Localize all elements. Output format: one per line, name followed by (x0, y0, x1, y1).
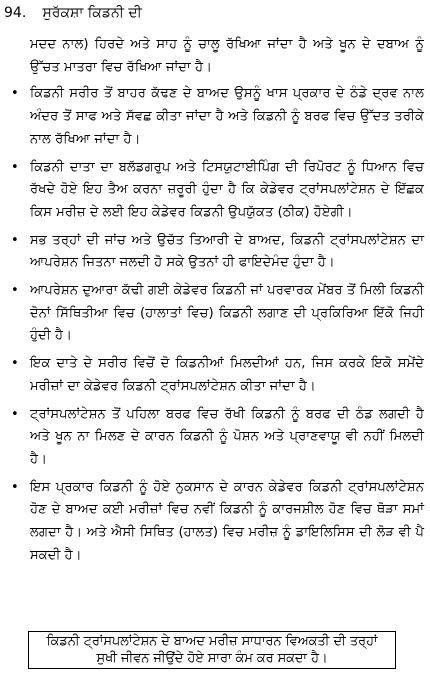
running-title: ਸੁਰੱਕਸ਼ਾ ਕਿਡਨੀ ਦੀ (42, 5, 142, 21)
list-item (8, 280, 424, 348)
list-item (8, 230, 424, 275)
list-item (8, 157, 424, 225)
list-item-text: ਕਿਡਨੀ ਦਾਤਾ ਦਾ ਬਲੱਡਗਰੁਪ ਅਤੇ ਟਿਸਯੁਟਾਈਪਿੰਗ ਦੀ ਰਿਪੋਰਟ ਨੂੰ ਧਿਆਨ ਵਿਚ ਰੱਖਦੇ ਹੋਏ ਇਹ ਤੈਅ ਕਰਨਾ ਜ਼ਰੂਰੀ ਹੁੰਦਾ ਹੈ ਕਿ ਕੇਡੇਵਰ ਟ੍ਰਾਂਸਪਲਾਂਟੇਸ਼ਨ ਦੇ ਇੱਛਕ ਕਿਸ ਮਰੀਜ਼ ਦੇ ਲਈ ਇਹ ਕੇਡੇਵਰ ਕਿਡਨੀ ਉਪਯੁੱਕਤ (ਠੀਕ) ਹੋਏਗੀ। (30, 159, 424, 220)
list-item (8, 353, 424, 398)
bullet-icon: • (11, 283, 19, 299)
list-item-text: ਆਪਰੇਸ਼ਨ ਦੁਆਰਾ ਕੱਢੀ ਗਈ ਕੇਡੇਵਰ ਕਿਡਨੀ ਜਾਂ ਪਰਵਾਰਕ ਮੇਂਬਰ ਤੋਂ ਮਿਲੀ ਕਿਡਨੀ ਦੋਨਾਂ ਸਿੱਥਿਤੀਆ ਵਿਚ (ਹਾਲਾਤਾਂ ਵਿਚ) ਕਿਡਨੀ ਲਗਾਣ ਦੀ ਪ੍ਰਕਿਰਿਆ ਇੱਕੋ ਜਿਹੀ ਹੁੰਦੀ ਹੈ। (30, 283, 424, 344)
list-item-text: ਕਿਡਨੀ ਸਰੀਰ ਤੋਂ ਬਾਹਰ ਕੱਢਣ ਦੇ ਬਾਅਦ ਉਸਨੂੰ ਖਾਸ ਪ੍ਰਕਾਰ ਦੇ ਠੰਡੇ ਦ੍ਰਵ ਨਾਲ ਅੰਦਰ ਤੋਂ ਸਾਫ ਅਤੇ ਸੱਵਛ ਕੀਤਾ ਜਾਂਦਾ ਹੈ ਅਤੇ ਕਿਡਨੀ ਨੂੰ ਬਰਫ ਵਿਚ ਉੱਦਤ ਤਰੀਕੇ ਨਾਲ ਰੱਖਿਆ ਜਾਂਦਾ ਹੈ। (30, 86, 424, 147)
page-number: 94. (4, 5, 27, 21)
bullet-icon: • (11, 159, 19, 175)
bullet-icon: • (11, 232, 19, 248)
bullet-list (8, 83, 424, 567)
list-item (8, 404, 424, 472)
bullet-icon: • (11, 479, 19, 495)
list-item-text: ਸਭ ਤਰ੍ਹਾਂ ਦੀ ਜਾਂਚ ਅਤੇ ਉਚੱਤ ਤਿਆਰੀ ਦੇ ਬਾਅਦ, ਕਿਡਨੀ ਟ੍ਰਾਂਸਪਲਾਂਟੇਸ਼ਨ ਦਾ ਆਪਰੇਸ਼ਨ ਜਿਤਨਾ ਜਲਦੀ ਹੋ ਸਕੇ ਉਤਨਾਂ ਹੀ ਫਾਇਦੇਮੰਦ ਹੁੰਦਾ ਹੈ। (30, 232, 424, 271)
list-item (8, 477, 424, 568)
continued-paragraph: ਮਦਦ ਨਾਲ) ਹਿਰਦੇ ਅਤੇ ਸਾਹ ਨੂੰ ਚਾਲੂ ਰੱਖਿਆ ਜਾਂਦਾ ਹੈ ਅਤੇ ਖੂਨ ਦੇ ਦਬਾਅ ਨੂੰ ਉੱਚਤ ਮਾਤਰਾ ਵਿਚ ਰੱਖਿਆ ਜਾਂਦਾ ਹੈ। (30, 37, 424, 75)
highlight-note-box (28, 631, 396, 669)
page-body (8, 34, 424, 572)
bullet-icon: • (11, 406, 19, 422)
page-header (4, 3, 142, 23)
list-item-text: ਇਸ ਪ੍ਰਕਾਰ ਕਿਡਨੀ ਨੂੰ ਹੋਏ ਨੁਕਸਾਨ ਦੇ ਕਾਰਨ ਕੇਡੇਵਰ ਕਿਡਨੀ ਟ੍ਰਾਂਸਪਲਾਂਟੇਸ਼ਨ ਹੋਣ ਦੇ ਬਾਅਦ ਕਈ ਮਰੀਜ਼ਾਂ ਵਿਚ ਨਵੀਂ ਕਿਡਨੀ ਨੂੰ ਕਾਰਜਸ਼ੀਲ ਹੋਣ ਵਿਚ ਥੋੜਾ ਸਮਾਂ ਲਗਦਾ ਹੈ। ਅਤੇ ਐਸੀ ਸਿਥਿਤ (ਹਾਲਤ) ਵਿਚ ਮਰੀਜ਼ ਨੂੰ ਡਾਇਲਿਸਿਸ ਦੀ ਲੋੜ ਵੀ ਪੈ ਸਕਦੀ ਹੈ। (30, 479, 424, 563)
bullet-icon: • (11, 356, 19, 372)
bullet-icon: • (11, 86, 19, 102)
list-item-text: ਇਕ ਦਾਤੇ ਦੇ ਸਰੀਰ ਵਿਚੋਂ ਦੋ ਕਿਡਨੀਆਂ ਮਿਲਦੀਆਂ ਹਨ, ਜਿਸ ਕਰਕੇ ਇਕੋ ਸਮੇਂਦੇ ਮਰੀਜ਼ਾਂ ਦਾ ਕੇਡੇਵਰ ਕਿਡਨੀ ਟ੍ਰਾਂਸਪਲਾਂਟੇਸ਼ਨ ਕੀਤਾ ਜਾਂਦਾ ਹੈ। (30, 356, 424, 394)
list-item (8, 83, 424, 151)
note-text: ਕਿਡਨੀ ਟ੍ਰਾਂਸਪਲਾਂਟੇਸ਼ਨ ਦੇ ਬਾਅਦ ਮਰੀਜ਼ ਸਾਧਾਰਨ ਵਿਅਕਤੀ ਦੀ ਤਰ੍ਹਾਂ ਸੁਖੀ ਜੀਵਨ ਜੀਉਂਦੇ ਹੋਏ ਸਾਰਾ ਕੰਮ ਕਰ ਸਕਦਾ ਹੈ। (46, 634, 378, 666)
list-item-text: ਟ੍ਰਾਂਸਪਲਾਂਟੇਸ਼ਨ ਤੋਂ ਪਹਿਲਾ ਬਰਫ ਵਿਚ ਰੱਖੀ ਕਿਡਨੀ ਨੂੰ ਬਰਫ ਦੀ ਠੰਡ ਲਗਦੀ ਹੈ ਅਤੇ ਖੂਨ ਨਾ ਮਿਲਣ ਦੇ ਕਾਰਨ ਕਿਡਨੀ ਨੂੰ ਪੋਸ਼ਨ ਅਤੇ ਪ੍ਰਾਣਵਾਯੂ ਵੀ ਨਹੀਂ ਮਿਲਦੀ ਹੈ। (30, 406, 424, 467)
